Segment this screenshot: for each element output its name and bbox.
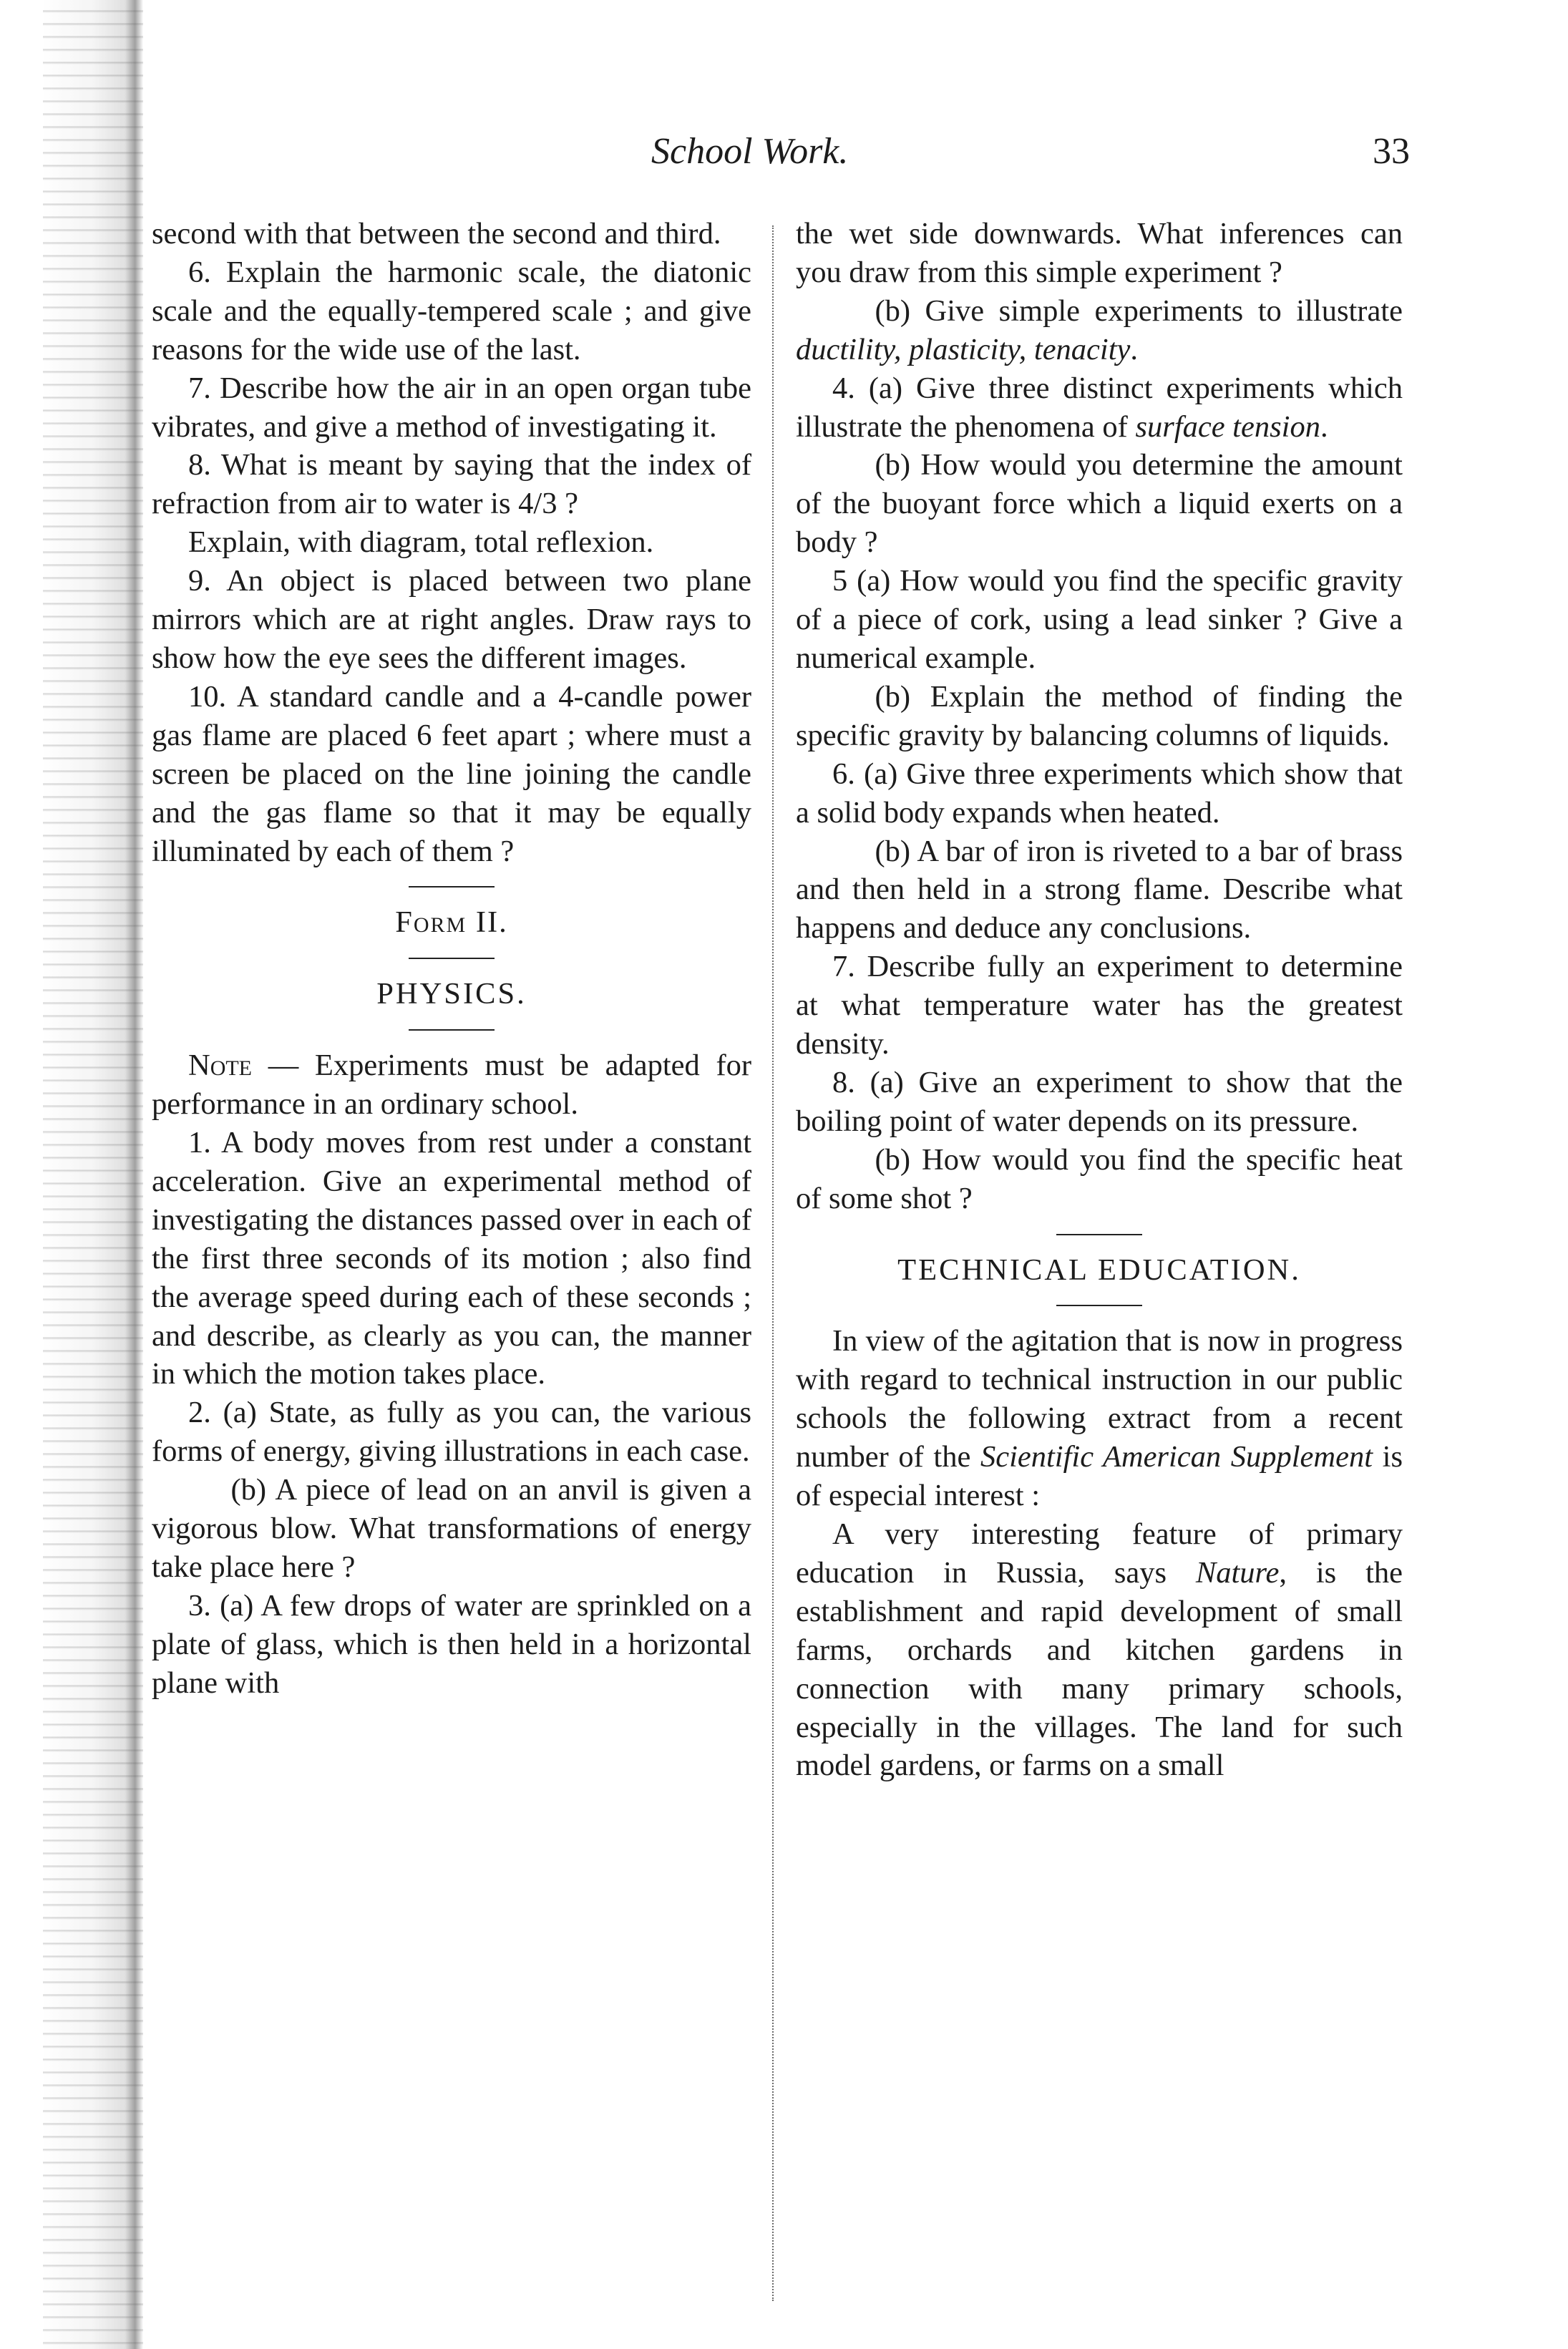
divider-rule: [1056, 1305, 1142, 1306]
divider-rule: [409, 886, 495, 887]
question-1: 1. A body moves from rest under a constant acceleration. Give an experimental method of investigating the distances passed over in each of the first three seconds of its motion ; also find the average speed during each of these seconds ; and describe, as clearly as you can, the manner in which the motion takes place.: [152, 1126, 751, 1391]
question-4a-term: surface tension: [1135, 409, 1320, 444]
question-6b: (b) A bar of iron is riveted to a bar of brass and then held in a strong flame. Describe what happens and deduce any conclusions.: [796, 834, 1403, 945]
right-column: [796, 215, 1403, 1785]
question-3b: [796, 292, 1403, 369]
page-header: [150, 130, 1410, 195]
question-4a-end: .: [1320, 409, 1328, 444]
page-number: 33: [1373, 131, 1410, 172]
question-7: 7. Describe how the air in an open organ tube vibrates, and give a method of investigating it.: [152, 371, 751, 444]
technical-paragraph-2-text: A very interesting feature of primary education in Russia, says: [796, 1517, 1403, 1590]
question-3a: 3. (a) A few drops of water are sprinkled on a plate of glass, which is then held in a horizontal plane with: [152, 1588, 751, 1700]
form-label: Form II.: [395, 905, 508, 940]
technical-paragraph-1-end: is of especial interest :: [796, 1440, 1403, 1513]
question-4a: [796, 369, 1403, 447]
column-divider: [772, 225, 774, 2301]
publication-name: Nature: [1195, 1555, 1280, 1590]
question-4a-text: 4. (a) Give three distinct experiments which illustrate the phenomena of: [796, 371, 1403, 444]
technical-paragraph-1-text: In view of the agitation that is now in progress with regard to technical instruction in our public schools the following extract from a recent number of the: [796, 1324, 1403, 1474]
question-3b-terms: ductility, plasticity, tenacity: [796, 332, 1131, 366]
note-text: — Experiments must be adapted for performance in an ordinary school.: [152, 1049, 751, 1122]
question-2b: (b) A piece of lead on an anvil is given a vigorous blow. What transformations of energy take place here ?: [152, 1473, 751, 1584]
note-paragraph: [152, 1046, 751, 1124]
note-label: Note: [188, 1049, 253, 1083]
divider-rule: [409, 958, 495, 959]
question-10: 10. A standard candle and a 4-candle power gas flame are placed 6 feet apart ; where must a screen be placed on the line joining the candle and the gas flame so that it may be equally illuminated by each of them ?: [152, 679, 751, 868]
question-9: 9. An object is placed between two plane mirrors which are at right angles. Draw rays to show how the eye sees the different images.: [152, 564, 751, 675]
publication-title: Scientific American Supplement: [980, 1440, 1373, 1474]
question-6: 6. Explain the harmonic scale, the diatonic scale and the equally-tempered scale ; and give reasons for the wide use of the last.: [152, 255, 751, 366]
running-title: School Work.: [651, 131, 849, 172]
paragraph-continued: second with that between the second and third.: [152, 217, 721, 251]
question-8a: 8. (a) Give an experiment to show that the boiling point of water depends on its pressure.: [796, 1065, 1403, 1138]
question-8: 8. What is meant by saying that the index of refraction from air to water is 4/3 ?: [152, 448, 751, 521]
question-3b-end: .: [1130, 332, 1139, 366]
question-5a: 5 (a) How would you find the specific gravity of a piece of cork, using a lead sinker ? Give a numerical example.: [796, 564, 1403, 675]
technical-paragraph-2: [796, 1515, 1403, 1785]
section-title-technical-education: TECHNICAL EDUCATION.: [897, 1253, 1301, 1287]
divider-rule: [409, 1029, 495, 1031]
question-2a: 2. (a) State, as fully as you can, the various forms of energy, giving illustrations in each case.: [152, 1396, 751, 1469]
question-4b: (b) How would you determine the amount of the buoyant force which a liquid exerts on a body ?: [796, 448, 1403, 560]
technical-paragraph-1: [796, 1322, 1403, 1515]
question-3a-continued: the wet side downwards. What inferences can you draw from this simple experiment ?: [796, 217, 1403, 289]
binding-margin: [43, 0, 143, 2349]
question-3b-text: (b) Give simple experiments to illustrate: [875, 293, 1403, 328]
section-title-physics: PHYSICS.: [376, 977, 527, 1011]
question-8-continued: Explain, with diagram, total reflexion.: [188, 525, 654, 560]
technical-paragraph-2-end: , is the establishment and rapid development of small farms, orchards and kitchen gardens in connection with many primary schools, especially in the villages. The land for such model gardens, or farms on a small: [796, 1555, 1403, 1783]
left-column: [152, 215, 751, 1703]
divider-rule: [1056, 1234, 1142, 1235]
question-8b: (b) How would you find the specific heat of some shot ?: [796, 1142, 1403, 1215]
question-7: 7. Describe fully an experiment to determine at what temperature water has the greatest density.: [796, 950, 1403, 1061]
question-6a: 6. (a) Give three experiments which show that a solid body expands when heated.: [796, 757, 1403, 830]
question-5b: (b) Explain the method of finding the specific gravity by balancing columns of liquids.: [796, 679, 1403, 752]
